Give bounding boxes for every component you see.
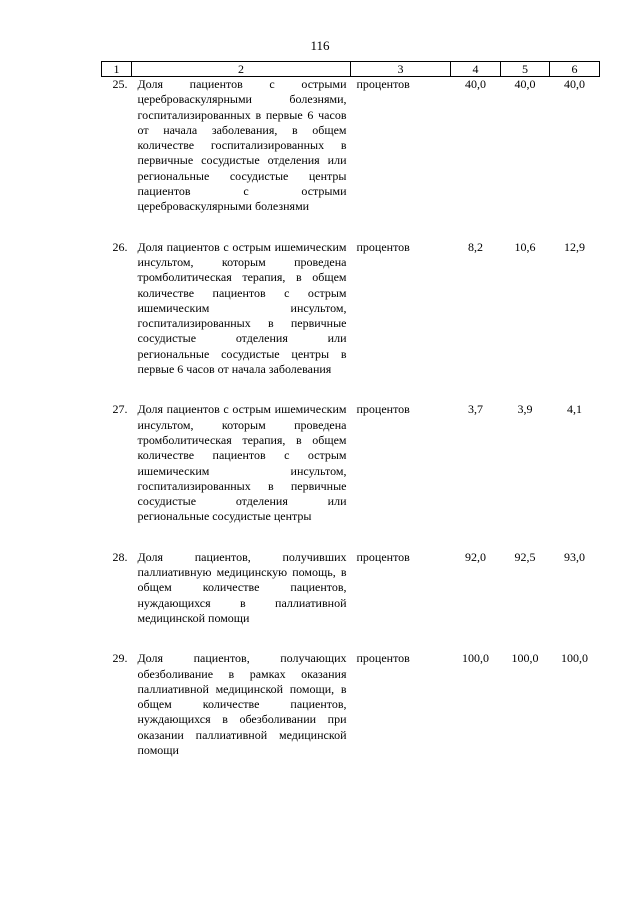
unit-cell: процентов (356, 549, 410, 564)
page-number: 116 (310, 38, 330, 53)
table-row (102, 550, 600, 626)
value-cell: 4,1 (567, 402, 582, 417)
value-cell: 93,0 (564, 549, 585, 564)
indicator-description: Доля пациентов с острым ишемическим инсультом, которым проведена тромболитическая терапия, в общем количестве пациентов с острым ишемическим инсультом, госпитализированных в первичные сосудистые отделения или региональные сосудистые центры в первые 6 часов от начала заболевания (137, 239, 347, 377)
column-number-row (102, 62, 600, 77)
value-cell: 100,0 (561, 651, 588, 666)
value-cell: 3,7 (468, 402, 483, 417)
value-cell: 100,0 (462, 651, 489, 666)
row-number: 26. (112, 239, 128, 254)
value-cell: 3,9 (517, 402, 533, 417)
unit-cell: процентов (356, 77, 410, 91)
column-header-3: 3 (351, 62, 451, 77)
indicator-description: Доля пациентов, получивших паллиативную медицинскую помощь, в общем количестве пациентов, нуждающихся в паллиативной медицинской помощи (137, 549, 347, 625)
value-cell: 40,0 (514, 77, 536, 91)
table-row (102, 77, 600, 215)
indicators-table (101, 61, 600, 758)
value-cell: 92,0 (465, 549, 486, 564)
table-row (102, 240, 600, 378)
unit-cell: процентов (356, 239, 410, 254)
indicator-description: Доля пациентов, получающих обезболивание в рамках оказания паллиативной медицинской помощи, в общем количестве пациентов, нуждающихся в обезболивании при оказании паллиативной медицинской помощи (137, 651, 347, 757)
row-number: 28. (112, 549, 128, 564)
value-cell: 40,0 (564, 77, 585, 91)
unit-cell: процентов (356, 651, 410, 666)
value-cell: 40,0 (465, 77, 486, 91)
column-header-2: 2 (132, 62, 351, 77)
table-row (102, 402, 600, 524)
column-header-5: 5 (501, 62, 550, 77)
value-cell: 92,5 (514, 549, 536, 564)
value-cell: 8,2 (468, 239, 483, 254)
value-cell: 10,6 (514, 239, 536, 254)
value-cell: 100,0 (511, 651, 539, 666)
row-number: 27. (112, 402, 128, 417)
value-cell: 12,9 (564, 239, 585, 254)
row-number: 25. (112, 77, 128, 91)
column-header-1: 1 (102, 62, 132, 77)
table-row (102, 651, 600, 758)
column-header-6: 6 (550, 62, 600, 77)
row-number: 29. (112, 651, 128, 666)
column-header-4: 4 (451, 62, 501, 77)
indicator-description: Доля пациентов с острым ишемическим инсультом, которым проведена тромболитическая терапия, в общем количестве пациентов с острым ишемическим инсультом, госпитализированных в первичные сосудистые отделения или региональные сосудистые центры (137, 402, 347, 524)
indicator-description: Доля пациентов с острыми цереброваскулярными болезнями, госпитализированных в первые 6 часов от начала заболевания, в общем количестве госпитализированных в первичные сосудистые отделения или региональные сосудистые центры пациентов с острыми цереброваскулярными болезнями (137, 77, 347, 214)
unit-cell: процентов (356, 402, 410, 417)
